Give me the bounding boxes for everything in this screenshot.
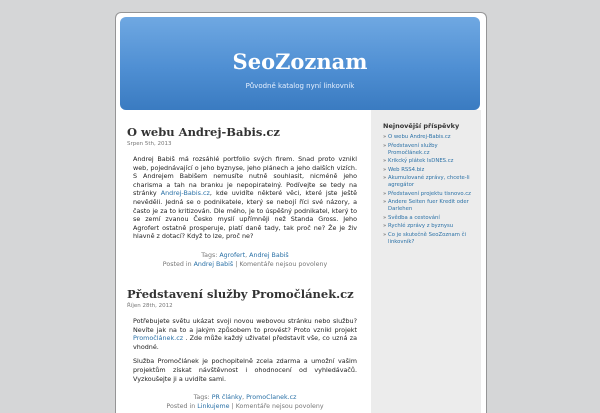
tag-link[interactable]: Agrofert bbox=[219, 251, 246, 259]
recent-post-link[interactable]: Svědba a cestování bbox=[388, 214, 440, 221]
post bbox=[127, 125, 363, 269]
post-body-link[interactable]: Promočlánek.cz bbox=[133, 334, 184, 343]
blog-description: Původně katalog nyní linkovník bbox=[245, 82, 355, 90]
post-title[interactable]: O webu Andrej-Babis.cz bbox=[127, 125, 280, 139]
post-body-link[interactable]: Andrej-Babis.cz bbox=[160, 189, 210, 198]
recent-post-link[interactable]: Představení služby Promočlánek.cz bbox=[388, 142, 438, 156]
recent-post-link[interactable]: Andere Seiten fuer Kredit oder Darlehen bbox=[388, 199, 469, 212]
recent-post-link[interactable]: Web RSS4.biz bbox=[388, 166, 425, 173]
posted-in-label: Posted in bbox=[166, 403, 196, 411]
sidebar bbox=[371, 110, 481, 413]
recent-post-link[interactable]: Akumulované zprávy, chcete-li agregátor bbox=[388, 175, 470, 188]
recent-post-item bbox=[383, 158, 475, 165]
recent-posts-list bbox=[371, 134, 481, 246]
post bbox=[127, 287, 363, 411]
post-body-text: Potřebujete světu ukázat svoji novou webovou stránku nebo službu? Nevíte jak na to a jakým způsobem to provést? Proto vznikl projekt bbox=[133, 316, 357, 334]
recent-post-item bbox=[383, 199, 475, 213]
recent-post-item bbox=[383, 223, 475, 230]
post-date: Říjen 28th, 2012 bbox=[127, 302, 173, 309]
post-tags: Tags: PR články, PromoClanek.cz bbox=[193, 394, 297, 402]
tag-link[interactable]: PromoClanek.cz bbox=[246, 394, 297, 402]
posted-in-label: Posted in bbox=[162, 260, 192, 268]
meta-separator: | bbox=[231, 403, 234, 411]
post-body-text-rest: . Zde může každý uživatel představit vše, co uzná za vhodné. bbox=[133, 334, 357, 351]
blog-title[interactable]: SeoZoznam bbox=[232, 49, 368, 74]
meta-separator: | bbox=[235, 260, 238, 268]
recent-post-item bbox=[383, 232, 475, 246]
post-tags: Tags: Agrofert, Andrej Babiš bbox=[201, 251, 289, 259]
sidebar-heading: Nejnovější příspěvky bbox=[383, 122, 460, 130]
post-meta bbox=[127, 402, 363, 411]
recent-post-item bbox=[383, 143, 475, 157]
tag-link[interactable]: Andrej Babiš bbox=[249, 251, 289, 259]
comments-status: Komentáře nejsou povoleny bbox=[235, 403, 324, 411]
recent-post-link[interactable]: Představení projektu tisnovo.cz bbox=[388, 190, 471, 197]
recent-post-link[interactable]: Co je skutečně SeoZoznam či linkovník? bbox=[388, 231, 466, 245]
recent-post-item bbox=[383, 175, 475, 189]
blog-header bbox=[120, 17, 480, 110]
post-body-text: Andrej Babiš má rozsáhlé portfolio svých firem. Snad proto vznikl web, pojednávající o jeho byznyse, jeho plánech a jeho dalších vizích. S Andrejem Babišem nemusíte nutně souhlasit, nicméně jeho charisma a tah na branku je nepopiratelný. Podívejte se tedy na stránky bbox=[133, 155, 357, 198]
recent-post-link[interactable]: Krikcký plátek IsDNES.cz bbox=[388, 158, 454, 164]
post-date: Srpen 5th, 2013 bbox=[127, 141, 172, 147]
post-title[interactable]: Představení služby Promočlánek.cz bbox=[127, 286, 354, 301]
post-body bbox=[133, 155, 357, 241]
category-link[interactable]: Andrej Babiš bbox=[193, 260, 234, 268]
recent-post-item bbox=[383, 191, 475, 198]
recent-post-item bbox=[383, 167, 475, 174]
post-meta bbox=[127, 260, 363, 269]
tags-label: Tags: bbox=[201, 251, 218, 259]
recent-post-link[interactable]: Rychlé zprávy z byznysu bbox=[388, 223, 454, 229]
page-container bbox=[115, 12, 487, 413]
post-body-text-rest: , kde uvidíte některé věci, které jste ještě nevěděli. Jedná se o podnikatele, který se nebojí říci své názory, a často je za to kritizován. Dle mého, je to úspěšný podnikatel, který to se zemí zvanou Česko myslí upřímněji než Standa Gross. Jeho Agrofert ostatně prosperuje, platí daně tady, tak proč ne? Že je živ hlavně z dotací? Když to lze, proč ne? bbox=[133, 189, 358, 241]
recent-post-item bbox=[383, 134, 475, 141]
main-content bbox=[127, 125, 363, 413]
post-body: Služba Promočlánek je pochopitelně zcela zdarma a umožní vašim projektům získat návštěvnost i ohodnocení od vyhledávačů. Vyzkoušejte ji a uvidíte sami. bbox=[133, 357, 357, 383]
tags-label: Tags: bbox=[193, 394, 210, 402]
recent-post-item bbox=[383, 215, 475, 222]
comments-status: Komentáře nejsou povoleny bbox=[239, 260, 328, 268]
category-link[interactable]: Linkujeme bbox=[197, 403, 230, 411]
post-body bbox=[133, 317, 357, 351]
tag-link[interactable]: PR články bbox=[211, 394, 243, 402]
recent-post-link[interactable]: O webu Andrej-Babis.cz bbox=[388, 134, 451, 140]
